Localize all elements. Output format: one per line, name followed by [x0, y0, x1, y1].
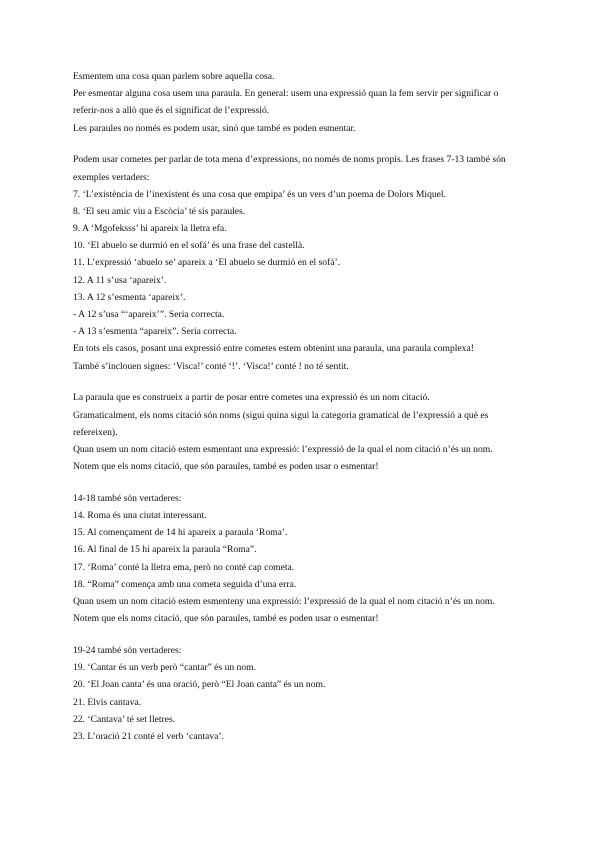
text-line: referir-nos a allò que és el significat de l’expressió.: [73, 105, 270, 117]
text-line: Quan usem un nom citació estem esmentant una expressió: l’expressió de la qual el nom citació n’és un nom.: [73, 443, 493, 455]
text-line: Notem que els noms citació, que són paraules, també es poden usar o esmentar!: [73, 461, 379, 473]
list-item: 13. A 12 s’esmenta ‘apareix’.: [73, 291, 186, 303]
paragraph-gap: [73, 375, 533, 390]
text-line: La paraula que es construeix a partir de posar entre cometes una expressió és un nom citació.: [73, 392, 430, 404]
document-body: [73, 68, 533, 745]
list-item: 20. ‘El Joan canta’ és una oració, però “El Joan canta” és un nom.: [73, 679, 326, 691]
text-line: Esmentem una cosa quan parlem sobre aquella cosa.: [73, 71, 275, 82]
list-item: 16. Al final de 15 hi apareix la paraula “Roma”.: [73, 544, 257, 556]
list-item: 10. ‘El abuelo se durmió en el sofá’ és una frase del castellà.: [73, 240, 305, 252]
list-item: 9. A ‘Mgofeksss’ hi apareix la lletra efa.: [73, 223, 227, 235]
text-line: Les paraules no només es podem usar, sinó que també es poden esmentar.: [73, 122, 356, 134]
paragraph-gap: [73, 137, 533, 152]
list-item: 22. ‘Cantava’ té set lletres.: [73, 713, 176, 725]
list-item: 23. L’oració 21 conté el verb ‘cantava’.: [73, 730, 224, 742]
text-line: En tots els casos, posant una expressió entre cometes estem obtenint una paraula, una paraula complexa!: [73, 343, 474, 355]
text-line: Notem que els noms citació, que són paraules, també es poden usar o esmentar!: [73, 613, 379, 625]
list-item: 14. Roma és una ciutat interessant.: [73, 510, 207, 522]
text-line: exemples vertaders:: [73, 171, 150, 183]
list-item: 7. ‘L’existència de l’inexistent és una cosa que empipa’ és un vers d’un poema de Dolors Miquel.: [73, 188, 446, 200]
text-line: refereixen).: [73, 426, 118, 438]
text-line: 19-24 també són vertaderes:: [73, 645, 182, 656]
list-item: 18. “Roma” comença amb una cometa seguida d’una erra.: [73, 578, 297, 590]
text-line: 14-18 també són vertaderes:: [73, 492, 182, 504]
list-item: 11. L’expressió ‘abuelo se’ apareix a ‘El abuelo se durmió en el sofá’.: [73, 257, 341, 269]
paragraph-gap: [73, 475, 533, 490]
list-item: 15. Al començament de 14 hi apareix a paraula ‘Roma’.: [73, 527, 288, 539]
text-line: Per esmentar alguna cosa usem una paraula. En general: usem una expressió quan la fem servir per significar o: [73, 88, 499, 100]
paragraph-gap: [73, 627, 533, 642]
text-line: Gramaticalment, els noms citació són noms (sigui quina sigui la categoria gramatical de l’expressió a què es: [73, 409, 489, 421]
list-item: - A 12 s’usa “‘apareix’”. Seria correcta.: [73, 309, 225, 321]
list-item: 12. A 11 s’usa ‘apareix’.: [73, 274, 167, 286]
text-line: Quan usem un nom citació estem esmenteny una expressió: l’expressió de la qual el nom citació n’és un nom.: [73, 596, 495, 608]
text-line: També s’inclouen signes: ‘Visca!’ conté ‘!’. ‘Visca!’ conté ! no té sentit.: [73, 360, 349, 372]
list-item: 19. ‘Cantar és un verb però “cantar” és un nom.: [73, 662, 257, 674]
list-item: 21. Elvis cantava.: [73, 696, 142, 708]
list-item: 8. ‘El seu amic viu a Escòcia’ té sis paraules.: [73, 205, 246, 217]
list-item: 17. ‘Roma’ conté la lletra ema, però no conté cap cometa.: [73, 561, 295, 573]
text-line: Podem usar cometes per parlar de tota mena d’expressions, no només de noms propis. Les frases 7-13 també són: [73, 154, 506, 166]
list-item: - A 13 s’esmenta “apareix”. Seria correcta.: [73, 326, 237, 338]
